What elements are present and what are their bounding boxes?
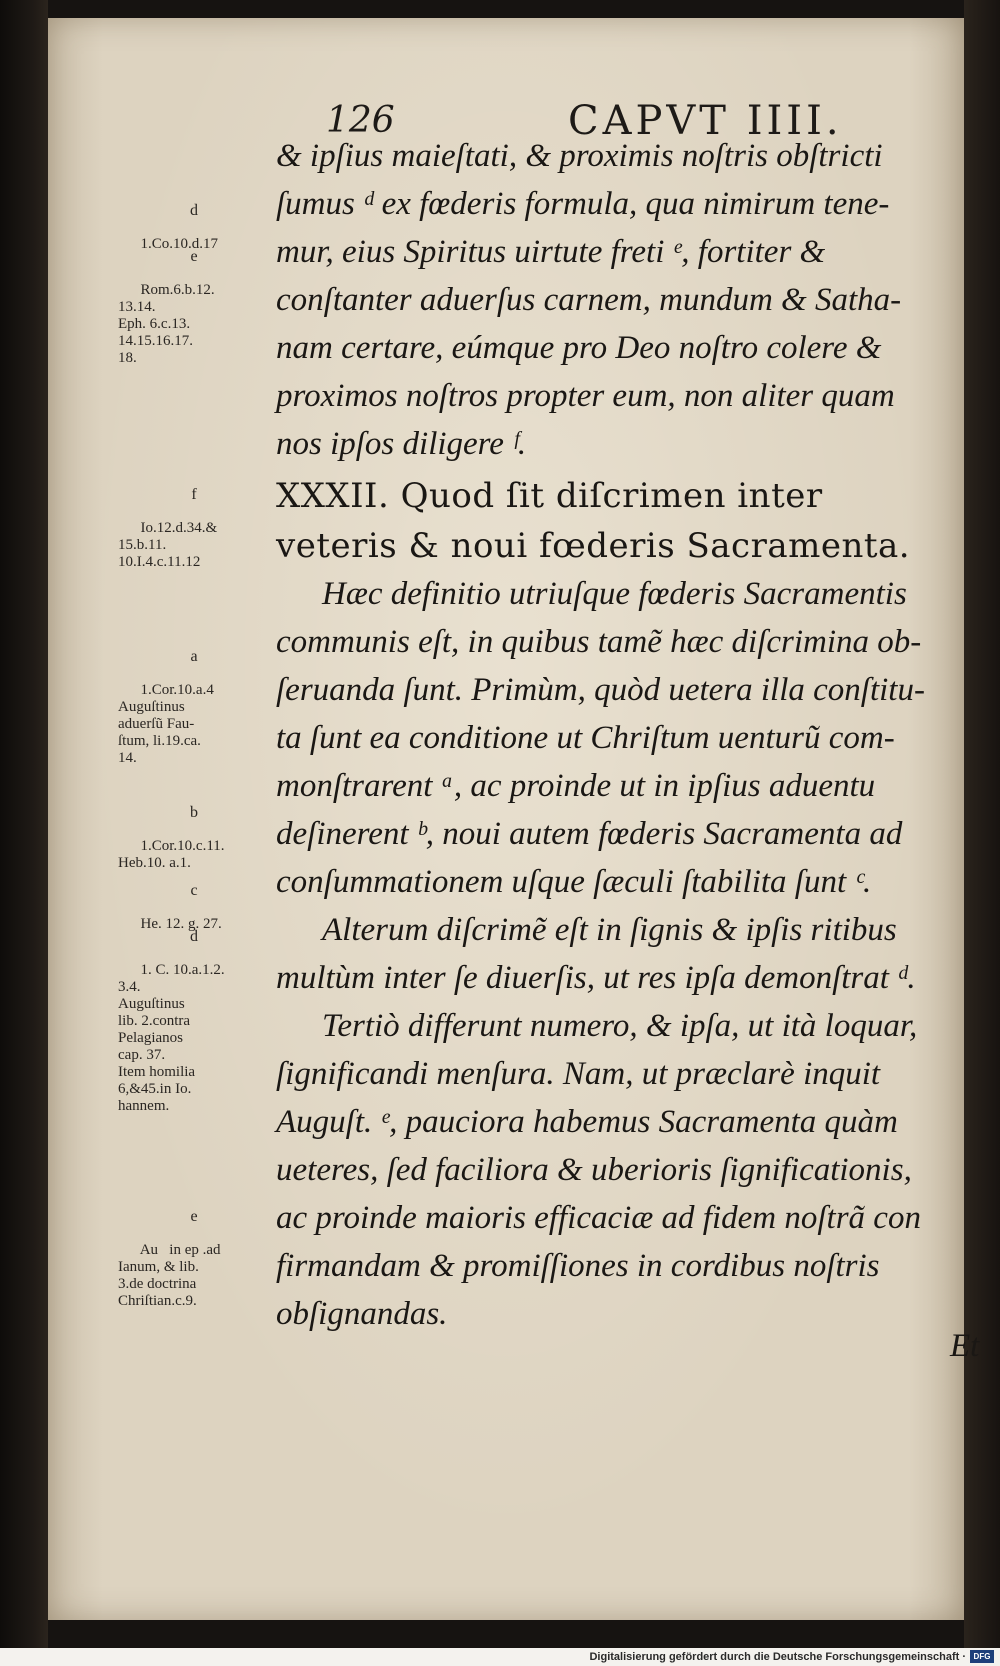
note-letter: d	[190, 928, 198, 945]
text-line: ſeruanda ſunt. Primùm, quòd uetera illa conſtitu-	[276, 672, 925, 708]
margin-notes	[118, 18, 268, 1418]
text-line: Hæc definitio utriuſque fœderis Sacramentis	[322, 576, 907, 612]
text-line: Tertiò differunt numero, & ipſa, ut ità loquar,	[322, 1008, 918, 1044]
text-line: Auguſt. ᵉ, pauciora habemus Sacramenta quàm	[276, 1104, 898, 1140]
text-line: nos ipſos diligere ᶠ.	[276, 426, 527, 462]
margin-note	[118, 614, 270, 784]
note-letter: b	[190, 804, 198, 821]
text-line: firmandam & promiſſiones in cordibus noſtris	[276, 1248, 880, 1284]
text-line: Alterum diſcrimẽ eſt in ſignis & ipſis ritibus	[322, 912, 897, 948]
book-page	[48, 18, 980, 1620]
text-line: & ipſius maieſtati, & proximis noſtris obſtricti	[276, 138, 883, 174]
text-line: proximos noſtros propter eum, non aliter quam	[276, 378, 895, 414]
note-letter: c	[190, 882, 198, 899]
note-text: 1.Cor.10.c.11. Heb.10. a.1.	[118, 838, 225, 871]
section-heading: veteris & noui fœderis Sacramenta.	[276, 526, 911, 566]
note-letter: f	[191, 486, 197, 503]
note-text: Rom.6.b.12. 13.14. Eph. 6.c.13. 14.15.16.17. 18.	[118, 282, 215, 366]
text-line: ſignificandi menſura. Nam, ut præclarè inquit	[276, 1056, 881, 1092]
note-text: 1.Cor.10.a.4 Auguſtinus aduerſũ Fau- ſtum, li.19.ca. 14.	[118, 682, 214, 766]
note-text: 1.Co.10.d.17	[140, 236, 219, 252]
page-number: 126	[326, 100, 395, 141]
section-heading: XXXII. Quod ſit diſcrimen inter	[276, 476, 823, 516]
margin-note	[118, 452, 270, 588]
text-line: mur, eius Spiritus uirtute freti ᵉ, fortiter &	[276, 234, 826, 270]
note-text: 1. C. 10.a.1.2. 3.4. Auguſtinus lib. 2.contra Pelagianos cap. 37. Item homilia 6,&45.in Io. hannem.	[118, 962, 225, 1114]
text-line: ac proinde maioris efficaciæ ad fidem noſtrã con	[276, 1200, 921, 1236]
text-line: conſtanter aduerſus carnem, mundum & Satha-	[276, 282, 902, 318]
text-line: multùm inter ſe diuerſis, ut res ipſa demonſtrat ᵈ.	[276, 960, 916, 996]
text-line: obſignandas.	[276, 1296, 448, 1332]
text-line: deſinerent ᵇ, noui autem fœderis Sacramenta ad	[276, 816, 903, 852]
text-line: ueteres, ſed faciliora & uberioris ſignificationis,	[276, 1152, 912, 1188]
running-head: CAPVT IIII.	[568, 98, 843, 144]
margin-note	[118, 214, 270, 384]
main-text	[276, 18, 956, 1418]
note-text: Au in ep .ad Ianum, & lib. 3.de doctrina Chriſtian.c.9.	[118, 1242, 221, 1309]
catchword: Et	[950, 1328, 980, 1364]
margin-note	[118, 1174, 270, 1327]
text-line: ta ſunt ea conditione ut Chriſtum uenturũ com-	[276, 720, 895, 756]
note-letter: a	[190, 648, 198, 665]
right-binding-edge	[964, 0, 1000, 1666]
margin-note	[118, 894, 270, 1132]
note-letter: e	[190, 1208, 198, 1225]
text-line: monſtrarent ᵃ, ac proinde ut in ipſius aduentu	[276, 768, 876, 804]
text-line: nam certare, eúmque pro Deo noſtro colere &	[276, 330, 882, 366]
text-line: ſumus ᵈ ex fœderis formula, qua nimirum tene-	[276, 186, 890, 222]
left-binding-edge	[0, 0, 48, 1666]
note-letter: e	[190, 248, 198, 265]
note-text: He. 12. g. 27.	[140, 916, 222, 932]
note-text: Io.12.d.34.& 15.b.11. 10.I.4.c.11.12	[118, 520, 218, 570]
digitization-credit: Digitalisierung gefördert durch die Deutsche Forschungsgemeinschaft ·	[589, 1651, 966, 1663]
dfg-logo-icon: DFG	[970, 1650, 994, 1663]
note-letter: d	[190, 202, 198, 219]
text-line: communis eſt, in quibus tamẽ hæc diſcrimina ob-	[276, 624, 922, 660]
text-line: conſummationem uſque ſæculi ſtabilita ſunt ᶜ.	[276, 864, 872, 900]
